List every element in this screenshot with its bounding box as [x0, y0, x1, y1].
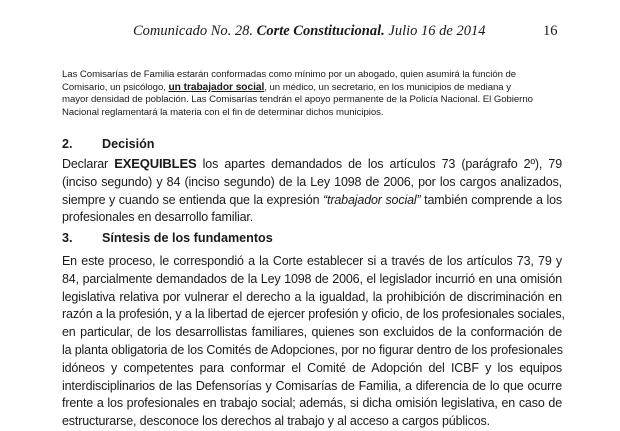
underlined-term: un trabajador social [168, 81, 265, 93]
header-date: Julio 16 de 2014 [384, 23, 486, 39]
quote-line: Las Comisarías de Familia estarán conformadas como mínimo por un abogado, quien asumirá la función de [62, 69, 517, 80]
sintesis-paragraph [62, 253, 565, 431]
section-number: 3. [62, 231, 73, 245]
paragraph-line [62, 155, 562, 174]
paragraph-line: en particular, de los desarrollistas familiares, quienes son excluidos de la conformación de [62, 325, 562, 340]
paragraph-line: frente a los profesionales en trabajo social; además, si dicha omisión legislativa, en caso de [62, 396, 562, 411]
section-title: Decisión [102, 137, 155, 151]
page-number: 16 [543, 23, 558, 39]
paragraph-line: razón a la profesión, y a la libertad de ejercer profesión y oficio, de los profesionales sociales, [62, 307, 565, 322]
bold-term: EXEQUIBLES [114, 156, 197, 171]
legal-quote [62, 69, 562, 119]
header-prefix: Comunicado No. 28. [133, 23, 257, 39]
quote-line: Nacional reglamentará la materia con el fin de determinar dichos municipios. [62, 106, 384, 118]
paragraph-text: también comprende a los [420, 192, 562, 207]
paragraph-line [62, 192, 562, 210]
quote-text: , un médico, un secretario, en los municipios de mediana y [264, 81, 511, 93]
section-number: 2. [62, 137, 73, 151]
quote-line [62, 82, 562, 95]
paragraph-line: En este proceso, le correspondió a la Corte establecer si a través de los artículos 73, 79 y [62, 254, 562, 268]
quote-text: Comisario, un psicólogo, [62, 81, 169, 93]
section-heading-decision [62, 137, 562, 153]
paragraph-line: legislativa relativa por vulnerar el derecho a la igualdad, la prohibición de discriminación en [62, 289, 562, 304]
paragraph-line: (inciso segundo) y 84 (inciso segundo) de la Ley 1098 de 2006, por los cargos analizados, [62, 174, 562, 189]
section-heading-sintesis [62, 231, 562, 247]
paragraph-line: la planta obligatoria de los Comités de Adopciones, por no figurar dentro de los profesionales [62, 342, 563, 357]
paragraph-line: estructurarse, desconoce los derechos al trabajo y al acceso a cargos públicos. [62, 414, 490, 429]
header-court: Corte Constitucional. [256, 23, 385, 39]
paragraph-text: Declarar [62, 157, 115, 171]
paragraph-line: idóneos y competentes para conformar el Comité de Adopción del ICBF y los equipos [62, 360, 562, 375]
paragraph-line: interdisciplinarios de las Defensorías y Comisarías de Familia, a diferencia de lo que ocurre [62, 378, 562, 393]
running-header [0, 19, 620, 41]
header-title [133, 23, 485, 40]
decision-paragraph [62, 155, 562, 227]
paragraph-text: los apartes demandados de los artículos 73 (parágrafo 2º), 79 [196, 157, 563, 171]
quote-line: mayor densidad de población. Las Comisarías tendrán el apoyo permanente de la Policía Nacional. El Gobierno [62, 94, 533, 106]
paragraph-text: siempre y cuando se entienda que la expresión [62, 192, 324, 207]
section-title: Síntesis de los fundamentos [102, 231, 273, 245]
paragraph-line: profesionales en desarrollo familiar. [62, 210, 254, 225]
italic-term: “trabajador social” [323, 192, 421, 207]
paragraph-line: 84, parcialmente demandados de la Ley 1098 de 2006, el legislador incurrió en una omisión [62, 271, 562, 286]
